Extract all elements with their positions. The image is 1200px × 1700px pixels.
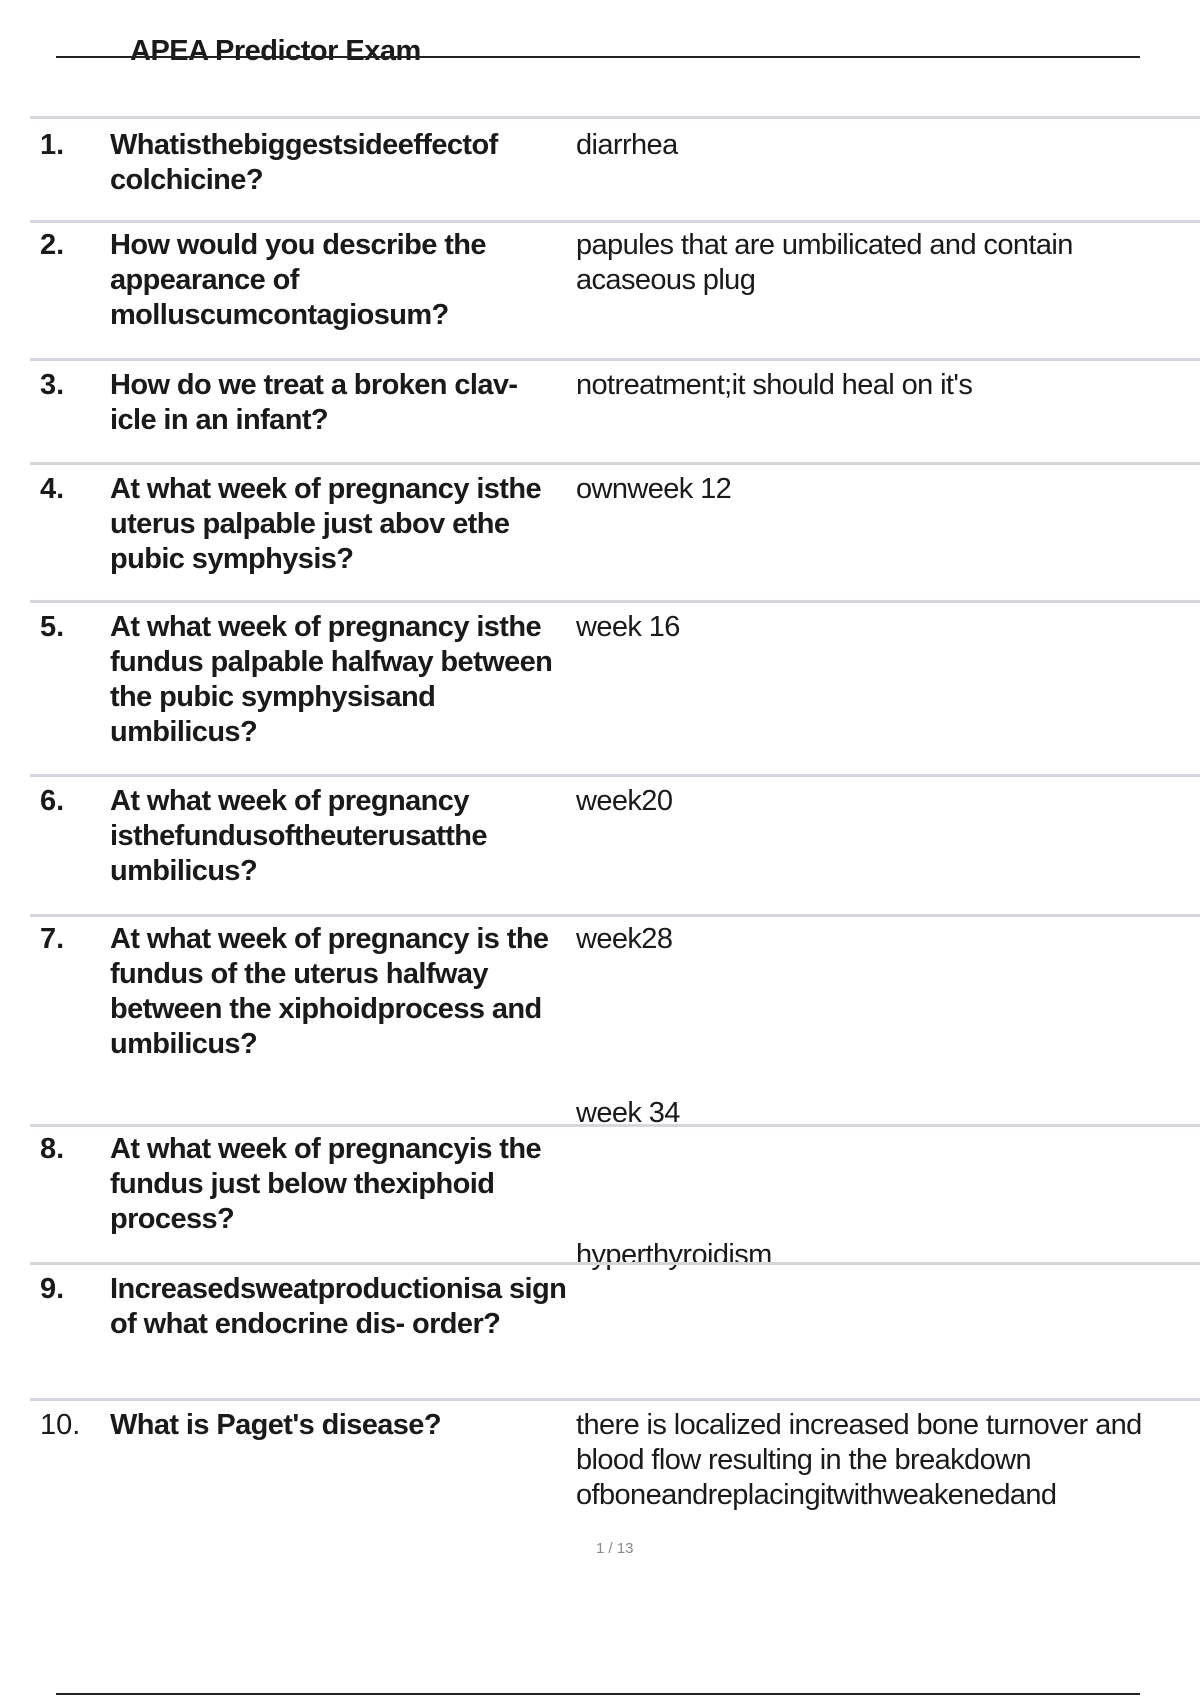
row-divider (30, 116, 1200, 119)
answer-10: there is localized increased bone turnover and blood flow resulting in the breakdown ofboneandreplacingitwithweakenedand (576, 1409, 1142, 1511)
question-10: What is Paget's disease? (110, 1409, 441, 1441)
question-3: How do we treat a broken clav- icle in an infant? (110, 369, 518, 436)
item-number-7: 7. (40, 923, 65, 955)
answer-7: week28 (576, 923, 673, 955)
item-number-5: 5. (40, 611, 65, 643)
document-title: APEA Predictor Exam (130, 35, 421, 67)
row-divider (30, 462, 1200, 465)
question-4: At what week of pregnancy isthe uterus palpable just abov ethe pubic symphysis? (110, 473, 541, 575)
item-number-1: 1. (40, 129, 65, 161)
item-number-10: 10. (40, 1409, 81, 1441)
question-1: Whatisthebiggestsideeffectof colchicine? (110, 129, 498, 196)
item-number-2: 2. (40, 229, 65, 261)
item-number-4: 4. (40, 473, 65, 505)
question-9: Increasedsweatproductionisa sign of what endocrine dis- order? (110, 1273, 567, 1340)
row-divider (30, 1398, 1200, 1401)
question-5: At what week of pregnancy isthe fundus palpable halfway between the pubic symphysisand umbilicus? (110, 611, 553, 748)
row-divider (30, 220, 1200, 223)
item-number-3: 3. (40, 369, 65, 401)
footer-rule (56, 1693, 1140, 1695)
answer-1: diarrhea (576, 129, 678, 161)
answer-3: notreatment;it should heal on it's (576, 369, 973, 401)
row-divider (30, 914, 1200, 917)
row-divider (30, 1262, 1200, 1265)
answer-9: hyperthyroidism (576, 1239, 772, 1271)
item-number-6: 6. (40, 785, 65, 817)
row-divider (30, 600, 1200, 603)
answer-5: week 16 (576, 611, 680, 643)
item-number-8: 8. (40, 1133, 65, 1165)
answer-4: ownweek 12 (576, 473, 732, 505)
question-8: At what week of pregnancyis the fundus just below thexiphoid process? (110, 1133, 541, 1235)
question-2: How would you describe the appearance of molluscumcontagiosum? (110, 229, 486, 331)
page-indicator: 1 / 13 (596, 1540, 634, 1557)
answer-6: week20 (576, 785, 673, 817)
header-rule (56, 56, 1140, 58)
answer-2: papules that are umbilicated and contain acaseous plug (576, 229, 1073, 296)
row-divider (30, 358, 1200, 361)
question-6: At what week of pregnancy isthefundusoftheuterusatthe umbilicus? (110, 785, 487, 887)
row-divider (30, 774, 1200, 777)
answer-8: week 34 (576, 1097, 680, 1129)
row-divider (30, 1124, 1200, 1127)
item-number-9: 9. (40, 1273, 65, 1305)
question-7: At what week of pregnancy is the fundus of the uterus halfway between the xiphoidprocess and umbilicus? (110, 923, 549, 1060)
